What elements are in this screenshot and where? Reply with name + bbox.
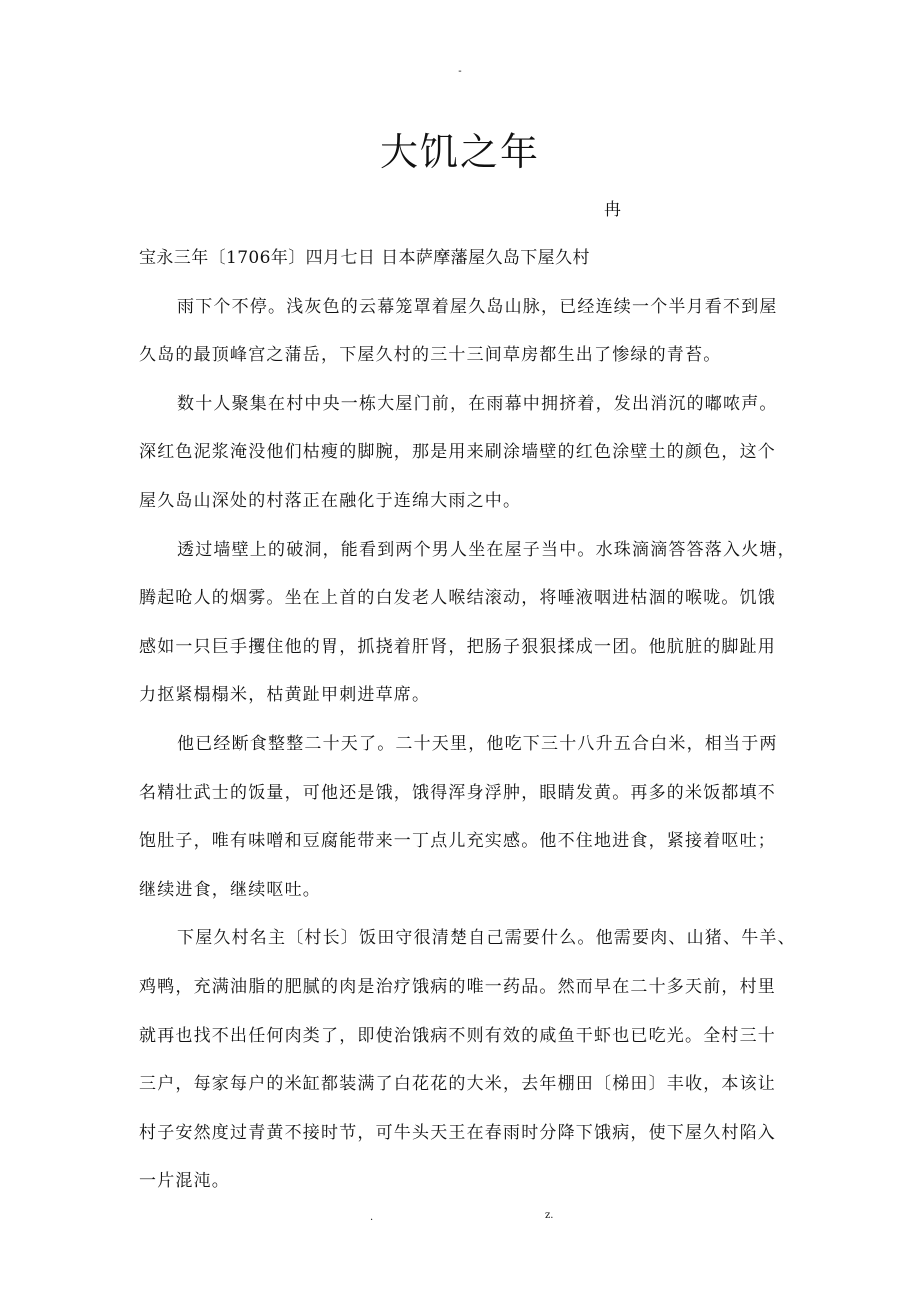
body-text	[139, 244, 819, 1216]
page-footer-right-mark: z.	[545, 1210, 554, 1221]
text-line: 村子安然度过青黄不接时节，可牛头天王在春雨时分降下饿病，使下屋久村陷入	[139, 1122, 776, 1143]
text-line: 下屋久村名主〔村长〕饭田守很清楚自己需要什么。他需要肉、山猪、牛羊、	[177, 928, 796, 949]
text-line: 雨下个不停。浅灰色的云幕笼罩着屋久岛山脉，已经连续一个半月看不到屋	[177, 296, 778, 317]
text-line: 饱肚子，唯有味噌和豆腐能带来一丁点儿充实感。他不住地进食，紧接着呕吐；	[139, 831, 776, 852]
text-line: 深红色泥浆淹没他们枯瘦的脚腕，那是用来刷涂墙壁的红色涂壁土的颜色，这个	[139, 442, 776, 463]
author-name: 冉	[604, 200, 621, 220]
text-line: 感如一只巨手攫住他的胃，抓挠着肝肾，把肠子狠狠揉成一团。他肮脏的脚趾用	[139, 636, 776, 657]
document-title: 大饥之年	[379, 130, 540, 174]
text-line: 三户，每家每户的米缸都装满了白花花的大米，去年棚田〔梯田〕丰收，本该让	[139, 1074, 776, 1095]
text-line: 屋久岛山深处的村落正在融化于连绵大雨之中。	[139, 490, 522, 511]
text-line: 他已经断食整整二十天了。二十天里，他吃下三十八升五合白米，相当于两	[177, 733, 778, 754]
text-line: 久岛的最顶峰宫之蒲岳，下屋久村的三十三间草房都生出了惨绿的青苔。	[139, 345, 722, 366]
text-line: 数十人聚集在村中央一栋大屋门前，在雨幕中拥挤着，发出消沉的嘟哝声。	[177, 393, 778, 414]
text-line: 名精壮武士的饭量，可他还是饿，饿得浑身浮肿，眼睛发黄。再多的米饭都填不	[139, 782, 776, 803]
text-line: 腾起呛人的烟雾。坐在上首的白发老人喉结滚动，将唾液咽进枯涸的喉咙。饥饿	[139, 588, 776, 609]
text-line: 透过墙壁上的破洞，能看到两个男人坐在屋子当中。水珠滴滴答答落入火塘，	[177, 539, 796, 560]
page-header-mark: -	[458, 66, 462, 77]
dateline: 宝永三年〔1706年〕四月七日 日本萨摩藩屋久岛下屋久村	[139, 248, 590, 268]
text-line: 力抠紧榻榻米，枯黄趾甲刺进草席。	[139, 685, 431, 706]
text-line: 鸡鸭，充满油脂的肥腻的肉是治疗饿病的唯一药品。然而早在二十多天前，村里	[139, 976, 776, 997]
page-footer-left-mark: .	[370, 1212, 374, 1223]
text-line: 继续进食，继续呕吐。	[139, 879, 321, 900]
text-line: 就再也找不出任何肉类了，即使治饿病不则有效的咸鱼干虾也已吃光。全村三十	[139, 1025, 776, 1046]
text-line: 一片混沌。	[139, 1171, 230, 1192]
